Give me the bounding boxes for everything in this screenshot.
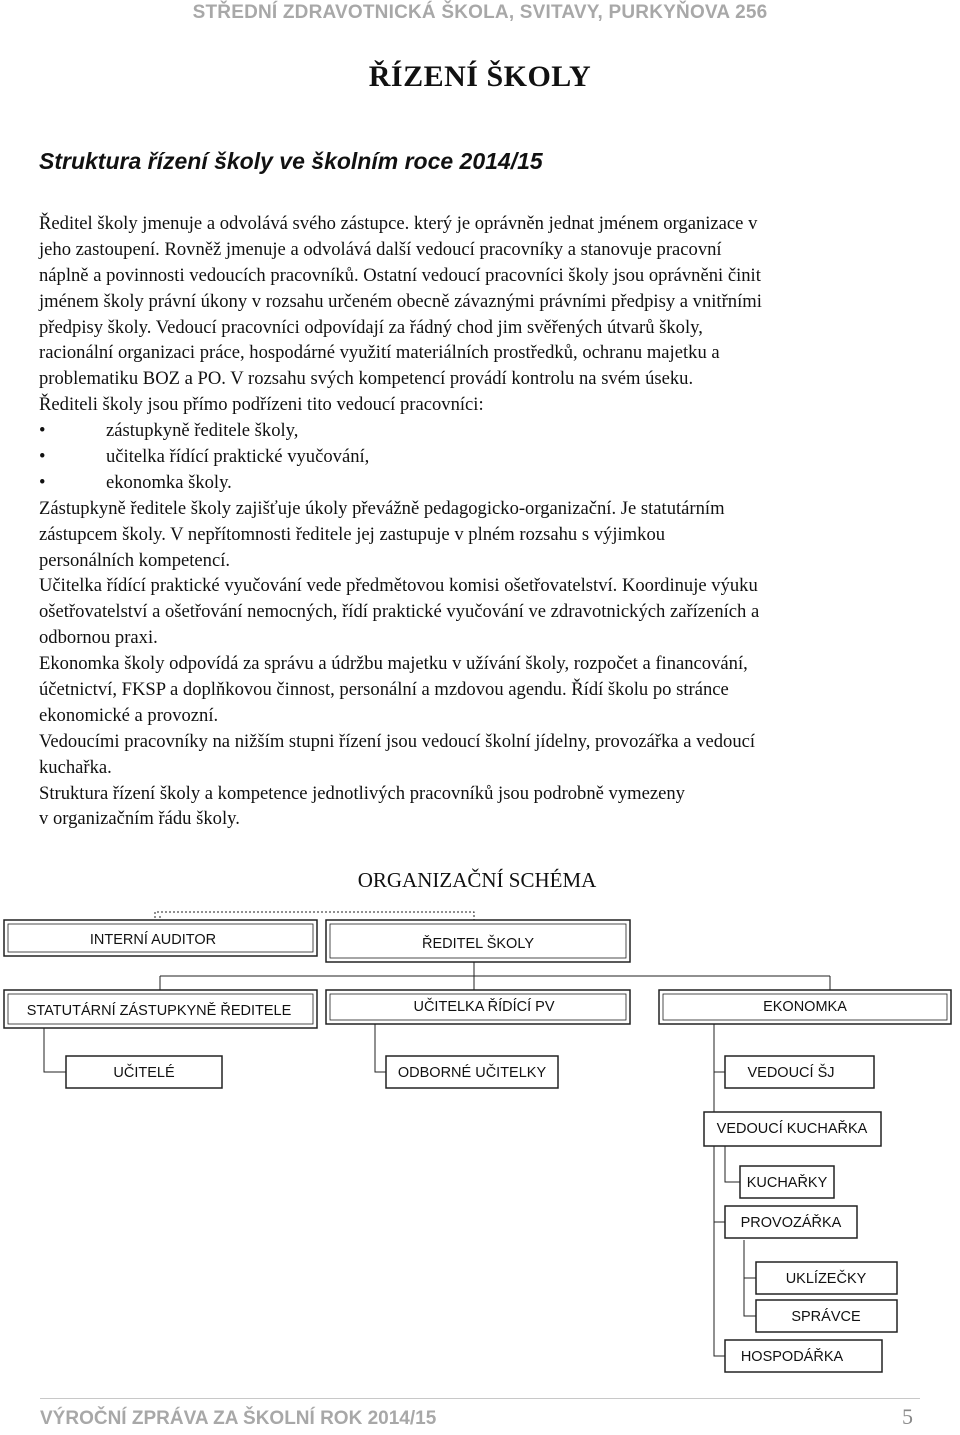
page-header: STŘEDNÍ ZDRAVOTNICKÁ ŠKOLA, SVITAVY, PURKYŇOVA 256 <box>192 2 768 23</box>
body-line: Řediteli školy jsou přímo podřízeni tito vedoucí pracovníci: <box>39 394 484 416</box>
body-line: ekonomické a provozní. <box>39 704 219 726</box>
body-line: Učitelka řídící praktické vyučování vede předmětovou komisi ošetřovatelství. Koordinuje výuku <box>39 575 758 597</box>
label-ucitele: UČITELÉ <box>113 1065 175 1081</box>
label-interni-auditor: INTERNÍ AUDITOR <box>89 932 217 948</box>
label-vedouci-kucharka: VEDOUCÍ KUCHAŘKA <box>716 1121 868 1137</box>
bullet-icon: • <box>39 471 46 493</box>
body-line: kuchařka. <box>39 756 112 778</box>
label-kucharky: KUCHAŘKY <box>746 1175 828 1191</box>
label-ucitelka-pv: UČITELKA ŘÍDÍCÍ PV <box>413 999 555 1015</box>
label-uklizecky: UKLÍZEČKY <box>785 1271 867 1287</box>
list-item-text: ekonomka školy. <box>106 471 232 493</box>
schema-title: ORGANIZAČNÍ SCHÉMA <box>357 868 597 892</box>
body-line: personálních kompetencí. <box>39 549 231 571</box>
section-subtitle: Struktura řízení školy ve školním roce 2014/15 <box>39 148 543 174</box>
body-line: Ekonomka školy odpovídá za správu a údržbu majetku v užívání školy, rozpočet a financování, <box>39 653 748 675</box>
bullet-icon: • <box>39 420 46 442</box>
label-vedouci-sj: VEDOUCÍ ŠJ <box>747 1065 835 1081</box>
footer-divider <box>40 1398 920 1399</box>
body-line: jménem školy právní úkony v rozsahu určeném obecně závaznými právními předpisy a vnitřními <box>39 290 762 312</box>
body-line: náplně a povinnosti vedoucích pracovníků. Ostatní vedoucí pracovníci školy jsou oprávněni činit <box>39 264 761 286</box>
body-line: Zástupkyně ředitele školy zajišťuje úkoly převážně pedagogicko-organizační. Je statutárním <box>39 497 725 519</box>
list-item-text: zástupkyně ředitele školy, <box>106 420 299 442</box>
label-reditel: ŘEDITEL ŠKOLY <box>421 936 535 952</box>
label-zastupkyne: STATUTÁRNÍ ZÁSTUPKYNĚ ŘEDITELE <box>26 1003 292 1019</box>
body-line: jeho zastoupení. Rovněž jmenuje a odvolává další vedoucí pracovníky a stanovuje pracovní <box>39 238 722 260</box>
label-spravce: SPRÁVCE <box>791 1309 861 1325</box>
page-title: ŘÍZENÍ ŠKOLY <box>368 60 592 93</box>
list-item-text: učitelka řídící praktické vyučování, <box>106 446 370 468</box>
body-line: problematiku BOZ a PO. V rozsahu svých kompetencí provádí kontrolu na svém úseku. <box>39 368 694 390</box>
bullet-icon: • <box>39 446 46 468</box>
body-line: ošetřovatelství a ošetřování nemocných, řídí praktické vyučování ve zdravotnických zařízeních a <box>39 601 760 623</box>
page-footer: VÝROČNÍ ZPRÁVA ZA ŠKOLNÍ ROK 2014/15 <box>40 1408 437 1429</box>
label-provozarka: PROVOZÁŘKA <box>740 1215 842 1231</box>
body-line: zástupcem školy. V nepřítomnosti ředitele jej zastupuje v plném rozsahu s výjimkou <box>39 523 666 545</box>
body-line: Struktura řízení školy a kompetence jednotlivých pracovníků jsou podrobně vymezeny <box>39 782 685 804</box>
body-line: účetnictví, FKSP a doplňkovou činnost, personální a mzdovou agendu. Řídí školu po stránce <box>39 679 729 701</box>
body-line: Vedoucími pracovníky na nižším stupni řízení jsou vedoucí školní jídelny, provozářka a vedoucí <box>39 730 756 752</box>
body-line: v organizačním řádu školy. <box>39 808 240 830</box>
body-line: Ředitel školy jmenuje a odvolává svého zástupce. který je oprávněn jednat jménem organizace v <box>39 213 758 234</box>
label-odborne-ucitelky: ODBORNÉ UČITELKY <box>397 1065 547 1081</box>
page-number: 5 <box>902 1404 913 1429</box>
body-line: racionální organizaci práce, hospodárné využití materiálních prostředků, ochranu majetku a <box>39 342 720 364</box>
body-line: předpisy školy. Vedoucí pracovníci odpovídají za řádný chod jim svěřených útvarů školy, <box>39 316 703 338</box>
body-line: odbornou praxi. <box>39 627 158 649</box>
label-hospodarka: HOSPODÁŘKA <box>740 1349 844 1365</box>
label-ekonomka: EKONOMKA <box>763 999 847 1015</box>
